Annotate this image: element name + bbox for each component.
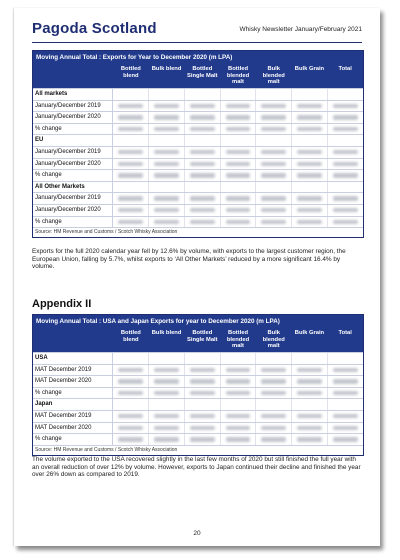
- table-row: [33, 387, 363, 399]
- row-label: MAT December 2019: [33, 411, 113, 422]
- row-label: % change: [33, 170, 113, 181]
- table-row: [33, 422, 363, 434]
- blurred-value-cell: [149, 388, 185, 399]
- blurred-value-cell: [149, 376, 185, 387]
- col-header: Bottled blend: [120, 330, 141, 343]
- blurred-value-cell: [185, 193, 221, 204]
- page-number: 20: [193, 530, 201, 537]
- section-label: All Other Markets: [33, 182, 113, 193]
- brand-title: Pagoda Scotland: [32, 20, 157, 37]
- blurred-value-cell: [221, 193, 257, 204]
- blurred-value-cell: [113, 376, 149, 387]
- column-headers: [33, 64, 363, 88]
- document-page: [14, 8, 380, 546]
- blurred-value-cell: [221, 217, 257, 228]
- col-header: Bulk Grain: [294, 66, 325, 72]
- blurred-value-cell: [221, 112, 257, 123]
- table-row: [33, 123, 363, 135]
- blurred-value-cell: [328, 101, 363, 112]
- blurred-value-cell: [292, 376, 328, 387]
- table-row: [33, 216, 363, 228]
- blurred-value-cell: [185, 170, 221, 181]
- table-row: [33, 204, 363, 216]
- blurred-value-cell: [256, 193, 292, 204]
- blurred-value-cell: [185, 101, 221, 112]
- blurred-value-cell: [292, 147, 328, 158]
- blurred-value-cell: [149, 159, 185, 170]
- blurred-value-cell: [113, 411, 149, 422]
- blurred-value-cell: [185, 205, 221, 216]
- section-label: USA: [33, 353, 113, 364]
- row-label: % change: [33, 217, 113, 228]
- blurred-value-cell: [328, 434, 363, 445]
- col-header: Bottled blended malt: [226, 66, 250, 85]
- col-header: Bulk blend: [151, 66, 182, 72]
- col-header: Bulk blend: [151, 330, 182, 336]
- blurred-value-cell: [149, 434, 185, 445]
- row-label: % change: [33, 388, 113, 399]
- blurred-value-cell: [113, 159, 149, 170]
- blurred-value-cell: [149, 205, 185, 216]
- table-source: Source: HM Revenue and Customs / Scotch Whisky Association: [33, 445, 363, 455]
- table-title: Moving Annual Total : USA and Japan Exports for year to December 2020 (m LPA): [33, 315, 363, 328]
- blurred-value-cell: [149, 170, 185, 181]
- blurred-value-cell: [149, 423, 185, 434]
- blurred-value-cell: [328, 205, 363, 216]
- blurred-value-cell: [292, 434, 328, 445]
- col-header: Bulk Grain: [294, 330, 325, 336]
- row-label: % change: [33, 434, 113, 445]
- blurred-value-cell: [328, 423, 363, 434]
- table-row: [33, 146, 363, 158]
- blurred-value-cell: [328, 365, 363, 376]
- blurred-value-cell: [328, 388, 363, 399]
- section-label: EU: [33, 135, 113, 146]
- blurred-value-cell: [292, 193, 328, 204]
- blurred-value-cell: [256, 217, 292, 228]
- table-source: Source: HM Revenue and Customs / Scotch Whisky Association: [33, 227, 363, 237]
- blurred-value-cell: [149, 101, 185, 112]
- blurred-value-cell: [185, 217, 221, 228]
- section-label: All markets: [33, 89, 113, 100]
- blurred-value-cell: [292, 411, 328, 422]
- blurred-value-cell: [292, 205, 328, 216]
- blurred-value-cell: [256, 101, 292, 112]
- blurred-value-cell: [292, 159, 328, 170]
- blurred-value-cell: [328, 170, 363, 181]
- blurred-value-cell: [256, 159, 292, 170]
- paragraph-usa-japan: The volume exported to the USA recovered slightly in the last few months of 2020 but still finished the full year with an overall reduction of over 12% by volume. However, exports to Japan continued their decline and finished the year over 26% down as compared to 2019.: [32, 456, 361, 479]
- blurred-value-cell: [328, 159, 363, 170]
- blurred-value-cell: [113, 434, 149, 445]
- blurred-value-cell: [113, 423, 149, 434]
- column-headers: [33, 328, 363, 352]
- blurred-value-cell: [328, 147, 363, 158]
- row-label: % change: [33, 124, 113, 135]
- blurred-value-cell: [113, 193, 149, 204]
- blurred-value-cell: [185, 112, 221, 123]
- section-row: [33, 352, 363, 364]
- blurred-value-cell: [328, 376, 363, 387]
- blurred-value-cell: [292, 365, 328, 376]
- table-row: [33, 111, 363, 123]
- blurred-value-cell: [292, 423, 328, 434]
- table-row: [33, 364, 363, 376]
- blurred-value-cell: [113, 112, 149, 123]
- blurred-value-cell: [149, 112, 185, 123]
- row-label: MAT December 2020: [33, 376, 113, 387]
- blurred-value-cell: [221, 147, 257, 158]
- blurred-value-cell: [221, 434, 257, 445]
- blurred-value-cell: [328, 411, 363, 422]
- blurred-value-cell: [185, 411, 221, 422]
- col-header: Bulk blended malt: [262, 66, 285, 85]
- blurred-value-cell: [256, 147, 292, 158]
- blurred-value-cell: [113, 217, 149, 228]
- section-label: Japan: [33, 399, 113, 410]
- blurred-value-cell: [149, 411, 185, 422]
- blurred-value-cell: [185, 159, 221, 170]
- blurred-value-cell: [221, 423, 257, 434]
- row-label: January/December 2020: [33, 159, 113, 170]
- blurred-value-cell: [113, 170, 149, 181]
- blurred-value-cell: [328, 193, 363, 204]
- blurred-value-cell: [221, 159, 257, 170]
- blurred-value-cell: [292, 101, 328, 112]
- blurred-value-cell: [185, 376, 221, 387]
- blurred-value-cell: [256, 388, 292, 399]
- blurred-value-cell: [185, 147, 221, 158]
- blurred-value-cell: [149, 365, 185, 376]
- blurred-value-cell: [328, 124, 363, 135]
- col-header: Total: [338, 330, 352, 336]
- blurred-value-cell: [149, 124, 185, 135]
- section-row: [33, 398, 363, 410]
- row-label: MAT December 2020: [33, 423, 113, 434]
- row-label: January/December 2020: [33, 205, 113, 216]
- usa-japan-table: [32, 314, 364, 456]
- blurred-value-cell: [256, 434, 292, 445]
- blurred-value-cell: [113, 365, 149, 376]
- blurred-value-cell: [113, 124, 149, 135]
- row-label: January/December 2019: [33, 101, 113, 112]
- section-row: [33, 88, 363, 100]
- blurred-value-cell: [113, 147, 149, 158]
- blurred-value-cell: [256, 423, 292, 434]
- table-row: [33, 158, 363, 170]
- blurred-value-cell: [149, 147, 185, 158]
- table-row: [33, 100, 363, 112]
- blurred-value-cell: [292, 124, 328, 135]
- blurred-value-cell: [328, 112, 363, 123]
- section-row: [33, 181, 363, 193]
- table-row: [33, 433, 363, 445]
- col-header: Bottled Single Malt: [186, 66, 218, 79]
- blurred-value-cell: [185, 388, 221, 399]
- blurred-value-cell: [256, 411, 292, 422]
- blurred-value-cell: [113, 101, 149, 112]
- page-header: [32, 20, 362, 43]
- blurred-value-cell: [221, 388, 257, 399]
- blurred-value-cell: [221, 411, 257, 422]
- blurred-value-cell: [256, 365, 292, 376]
- blurred-value-cell: [328, 217, 363, 228]
- blurred-value-cell: [221, 365, 257, 376]
- exports-table: [32, 50, 364, 238]
- table-title: Moving Annual Total : Exports for Year to December 2020 (m LPA): [33, 51, 363, 64]
- blurred-value-cell: [221, 205, 257, 216]
- blurred-value-cell: [256, 205, 292, 216]
- blurred-value-cell: [292, 388, 328, 399]
- blurred-value-cell: [292, 170, 328, 181]
- appendix-heading: Appendix II: [32, 298, 92, 310]
- col-header: Bulk blended malt: [262, 330, 285, 349]
- section-row: [33, 134, 363, 146]
- blurred-value-cell: [256, 124, 292, 135]
- table-row: [33, 192, 363, 204]
- row-label: January/December 2019: [33, 193, 113, 204]
- paragraph-exports: Exports for the full 2020 calendar year fell by 12.6% by volume, with exports to the largest customer region, the European Union, falling by 5.7%, whilst exports to ‘All Other Markets’ reduced by a more significant 16.4% by volume.: [32, 248, 346, 271]
- blurred-value-cell: [113, 205, 149, 216]
- col-header: Total: [338, 66, 352, 72]
- blurred-value-cell: [113, 388, 149, 399]
- table-row: [33, 169, 363, 181]
- blurred-value-cell: [221, 170, 257, 181]
- blurred-value-cell: [185, 365, 221, 376]
- table-row: [33, 410, 363, 422]
- blurred-value-cell: [185, 434, 221, 445]
- row-label: January/December 2020: [33, 112, 113, 123]
- blurred-value-cell: [149, 217, 185, 228]
- col-header: Bottled Single Malt: [186, 330, 218, 343]
- blurred-value-cell: [185, 423, 221, 434]
- blurred-value-cell: [185, 124, 221, 135]
- table-row: [33, 375, 363, 387]
- blurred-value-cell: [292, 217, 328, 228]
- blurred-value-cell: [221, 124, 257, 135]
- col-header: Bottled blended malt: [226, 330, 250, 349]
- blurred-value-cell: [256, 376, 292, 387]
- issue-label: Whisky Newsletter January/February 2021: [239, 26, 362, 33]
- row-label: January/December 2019: [33, 147, 113, 158]
- blurred-value-cell: [292, 112, 328, 123]
- row-label: MAT December 2019: [33, 365, 113, 376]
- blurred-value-cell: [256, 112, 292, 123]
- blurred-value-cell: [221, 376, 257, 387]
- col-header: Bottled blend: [120, 66, 141, 79]
- blurred-value-cell: [149, 193, 185, 204]
- blurred-value-cell: [256, 170, 292, 181]
- blurred-value-cell: [221, 101, 257, 112]
